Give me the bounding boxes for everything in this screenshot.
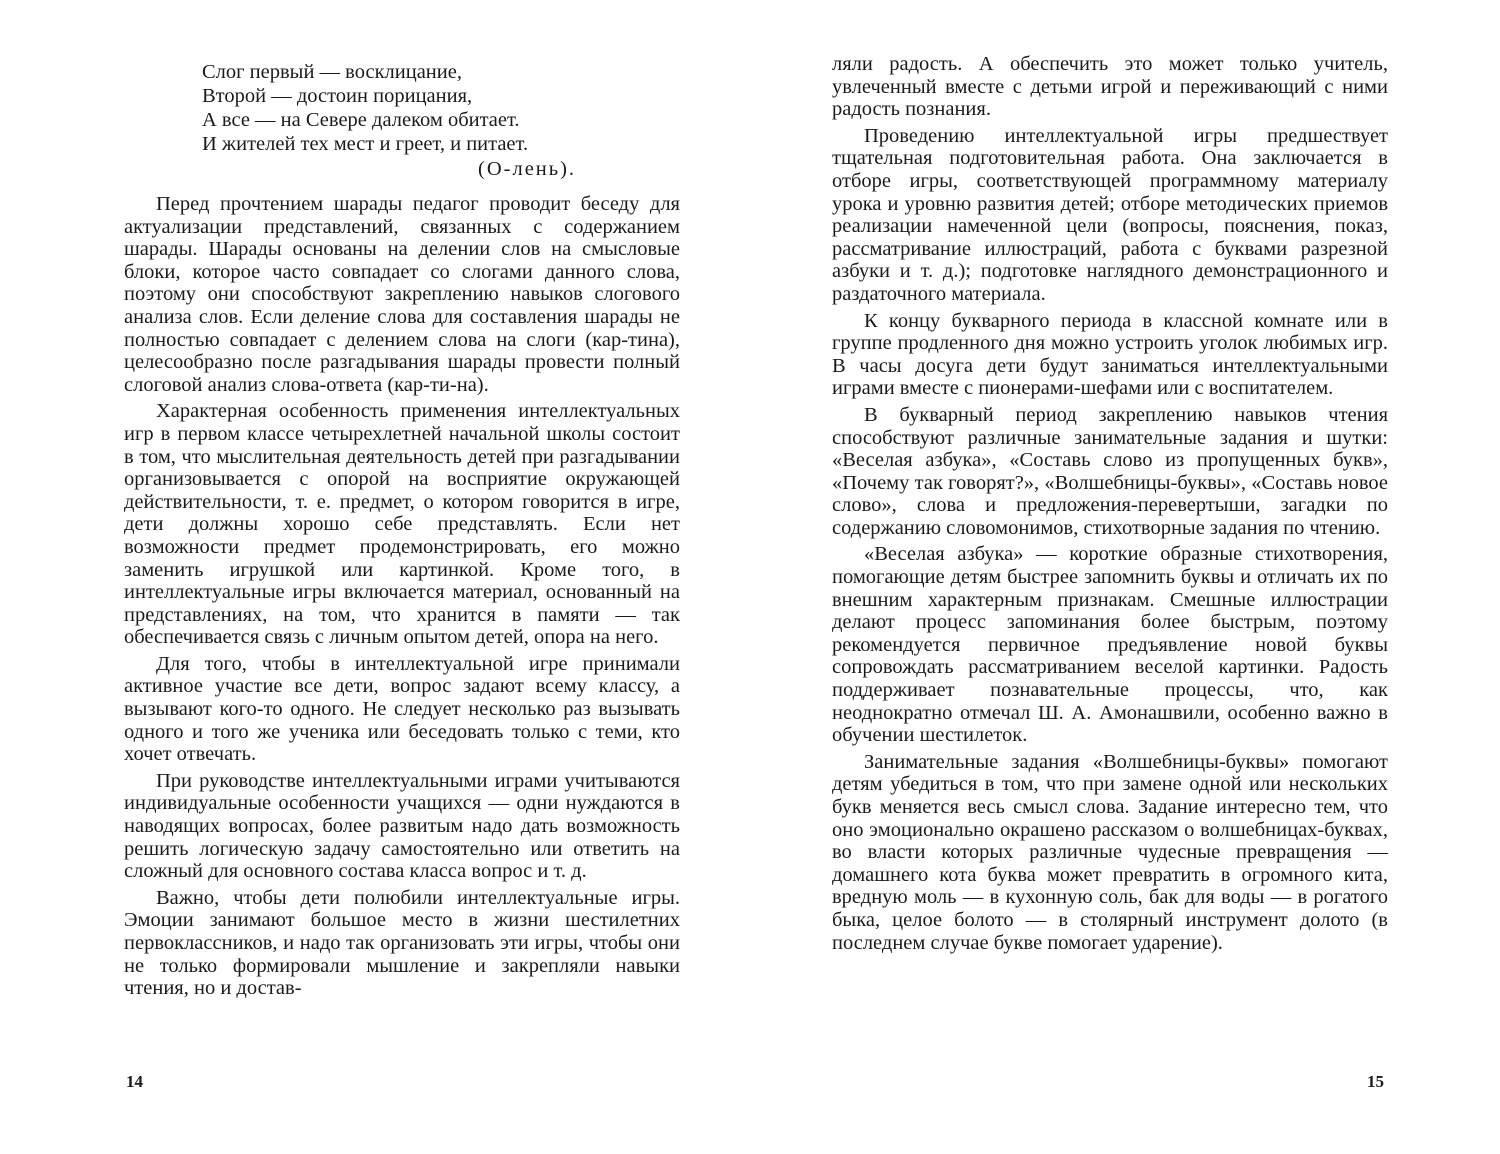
paragraph: Характерная особенность применения интеллектуальных игр в первом классе четырехлетней начальной школы состоит в том, что мыслительная деятельность детей при разгадывании организовывается с опорой на восприятие окружающей действительности, т. е. предмет, о котором говорится в игре, дети должны хорошо себе представлять. Если нет возможности предмет продемонстрировать, его можно заменить игрушкой или картинкой. Кроме того, в интеллектуальные игры включается материал, основанный на представлениях, на том, что хранится в памяти — так обеспечивается связь с личным опытом детей, опора на него. — [124, 400, 680, 649]
poem-line: А все — на Севере далеком обитает. — [202, 109, 520, 131]
paragraph: Для того, чтобы в интеллектуальной игре принимали активное участие все дети, вопрос задают всему классу, а вызывают кого-то одного. Не следует несколько раз вызывать одного и того же ученика или беседовать только с теми, кто хочет отвечать. — [124, 652, 680, 766]
paragraph: ляли радость. А обеспечить это может только учитель, увлеченный вместе с детьми игрой и переживающий с ними радость познания. — [832, 53, 1388, 121]
charade-poem — [202, 60, 622, 156]
page-number: 14 — [126, 1072, 143, 1091]
charade-answer: (О-лень). — [478, 158, 577, 180]
paragraph: Важно, чтобы дети полюбили интеллектуальные игры. Эмоции занимают большое место в жизни шестилетних первоклассников, и надо так организовать эти игры, чтобы они не только формировали мышление и закрепляли навыки чтения, но и достав- — [124, 886, 680, 1000]
poem-line: Второй — достоин порицания, — [202, 85, 473, 107]
paragraph: Проведению интеллектуальной игры предшествует тщательная подготовительная работа. Она заключается в отборе игры, соответствующей программному материалу урока и уровню развития детей; отборе методических приемов реализации намеченной цели (вопросы, пояснения, показ, рассматривание иллюстраций, работа с буквами разрезной азбуки и т. д.); подготовке наглядного демонстрационного и раздаточного материала. — [832, 124, 1388, 305]
paragraph: «Веселая азбука» — короткие образные стихотворения, помогающие детям быстрее запомнить буквы и отличать их по внешним характерным признакам. Смешные иллюстрации делают процесс запоминания более быстрым, поэтому рекомендуется первичное предъявление новой буквы сопровождать рассматриванием веселой картинки. Радость поддерживает познавательные процессы, что, как неоднократно отмечал Ш. А. Амонашвили, особенно важно в обучении шестилеток. — [832, 543, 1388, 747]
poem-line: Слог первый — восклицание, — [202, 61, 462, 83]
page-number: 15 — [1367, 1072, 1384, 1091]
paragraph: В букварный период закреплению навыков чтения способствуют различные занимательные задания и шутки: «Веселая азбука», «Составь слово из пропущенных букв», «Почему так говорят?», «Волшебницы-буквы», «Составь новое слово», слова и предложения-перевертыши, загадки по содержанию словомонимов, стихотворные задания по чтению. — [832, 403, 1388, 539]
paragraph: При руководстве интеллектуальными играми учитываются индивидуальные особенности учащихся — одни нуждаются в наводящих вопросах, более развитым надо дать возможность решить логическую задачу самостоятельно или ответить на сложный для основного состава класса вопрос и т. д. — [124, 769, 680, 883]
paragraph: Занимательные задания «Волшебницы-буквы» помогают детям убедиться в том, что при замене одной или нескольких букв меняется весь смысл слова. Задание интересно тем, что оно эмоционально окрашено рассказом о волшебницах-буквах, во власти которых различные чудесные превращения — домашнего кота буква может превратить в огромного кита, вредную моль — в кухонную соль, бак для воды — в рогатого быка, целое болото — в столярный инструмент долото (в последнем случае букве помогает ударение). — [832, 750, 1388, 954]
right-page-body — [832, 53, 1388, 958]
paragraph: К концу букварного периода в классной комнате или в группе продленного дня можно устроить уголок любимых игр. В часы досуга дети будут заниматься интеллектуальными играми вместе с пионерами-шефами или с воспитателем. — [832, 309, 1388, 400]
left-page-body — [124, 193, 680, 1004]
paragraph: Перед прочтением шарады педагог проводит беседу для актуализации представлений, связанных с содержанием шарады. Шарады основаны на делении слов на смысловые блоки, которое часто совпадает со слогами данного слова, поэтому они способствуют закреплению навыков слогового анализа слов. Если деление слова для составления шарады не полностью совпадает с делением слова на слоги (кар-тина), целесообразно после разгадывания шарады провести полный слоговой анализ слова-ответа (кар-ти-на). — [124, 193, 680, 396]
poem-line: И жителей тех мест и греет, и питает. — [202, 133, 529, 155]
